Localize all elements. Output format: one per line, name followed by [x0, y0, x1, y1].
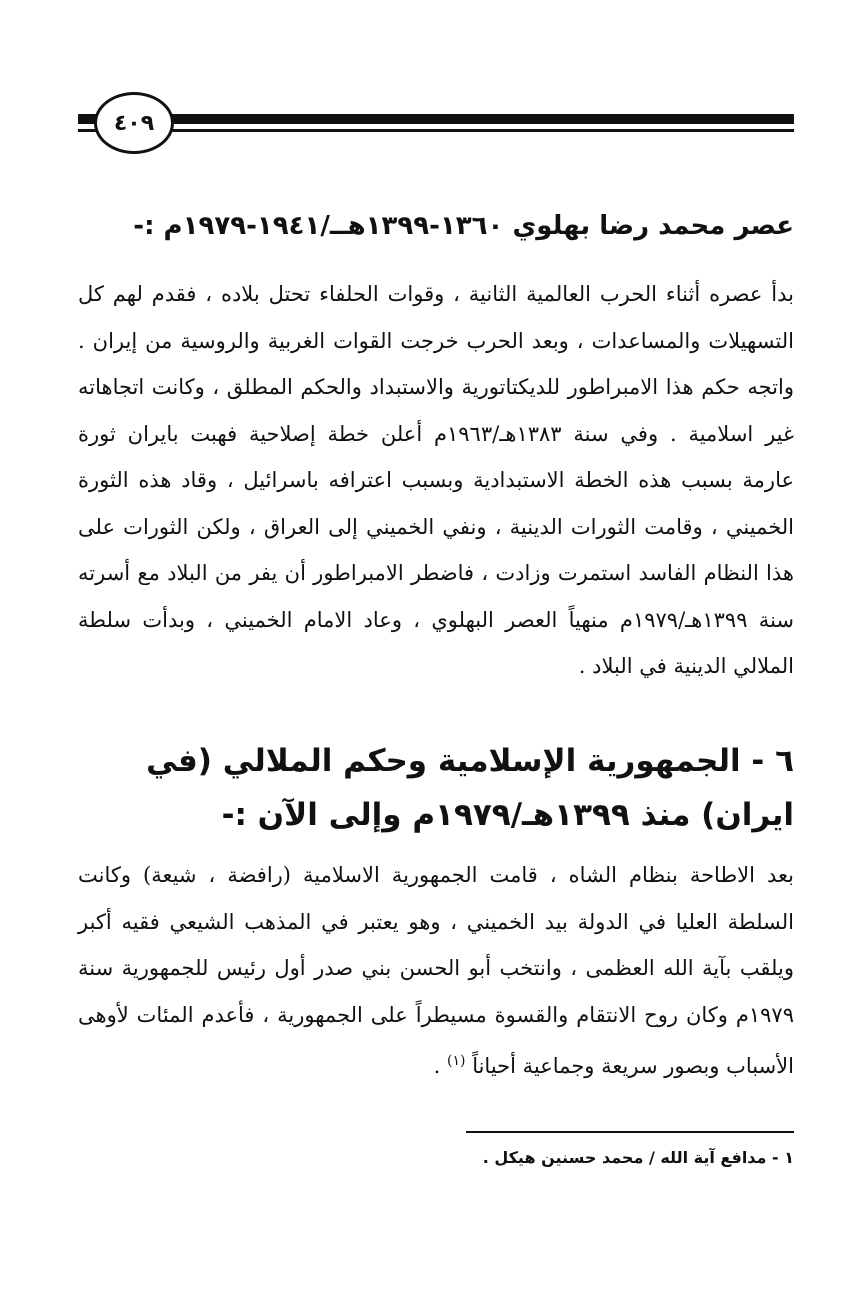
- header-rule-thin: [78, 129, 794, 132]
- paragraph-islamic-republic-text: بعد الاطاحة بنظام الشاه ، قامت الجمهورية الاسلامية (رافضة ، شيعة) وكانت السلطة العليا في الدولة بيد الخميني ، وهو يعتبر في المذهب الشيعي فقيه أكبر ويلقب بآية الله العظمى ، وانتخب أبو الحسن بني صدر أول رئيس للجمهورية سنة ١٩٧٩م وكان روح الانتقام والقسوة مسيطراً على الجمهورية ، فأعدم المئات لأوهى الأسباب وبصور سريعة وجماعية أحياناً: [78, 863, 794, 1078]
- section-heading-pahlavi: عصر محمد رضا بهلوي ١٣٦٠-١٣٩٩هــ/١٩٤١-١٩٧٩م :-: [133, 211, 794, 241]
- section-heading-islamic-republic: ٦ - الجمهورية الإسلامية وحكم الملالي (في ايران) منذ ١٣٩٩هـ/١٩٧٩م وإلى الآن :-: [146, 743, 794, 833]
- page-header: [78, 92, 794, 160]
- footnote-separator: [466, 1131, 794, 1133]
- footnote: ١ - مدافع آية الله / محمد حسنين هيكل .: [482, 1148, 794, 1167]
- paragraph-islamic-republic: [78, 852, 794, 1090]
- paragraph-end-mark: .: [433, 1054, 441, 1078]
- page-number: ٤٠٩: [94, 92, 174, 154]
- footnote-reference: (١): [447, 1053, 466, 1069]
- header-rule-thick: [78, 114, 794, 124]
- paragraph-pahlavi-era: بدأ عصره أثناء الحرب العالمية الثانية ، وقوات الحلفاء تحتل بلاده ، فقدم لهم كل التسهيلات والمساعدات ، وبعد الحرب خرجت القوات الغربية والروسية من إيران . واتجه حكم هذا الامبراطور للديكتاتورية والاستبداد والحكم المطلق ، وكانت اتجاهاته غير اسلامية . وفي سنة ١٣٨٣هـ/١٩٦٣م أعلن خطة إصلاحية فهبت بايران ثورة عارمة بسبب هذه الخطة الاستبدادية وبسبب اعترافه باسرائيل ، وقاد هذه الثورة الخميني ، وقامت الثورات الدينية ، ونفي الخميني إلى العراق ، ولكن الثورات على هذا النظام الفاسد استمرت وزادت ، فاضطر الامبراطور أن يفر من البلاد مع أسرته سنة ١٣٩٩هـ/١٩٧٩م منهياً العصر البهلوي ، وعاد الامام الخميني ، وبدأت سلطة الملالي الدينية في البلاد .: [78, 282, 795, 678]
